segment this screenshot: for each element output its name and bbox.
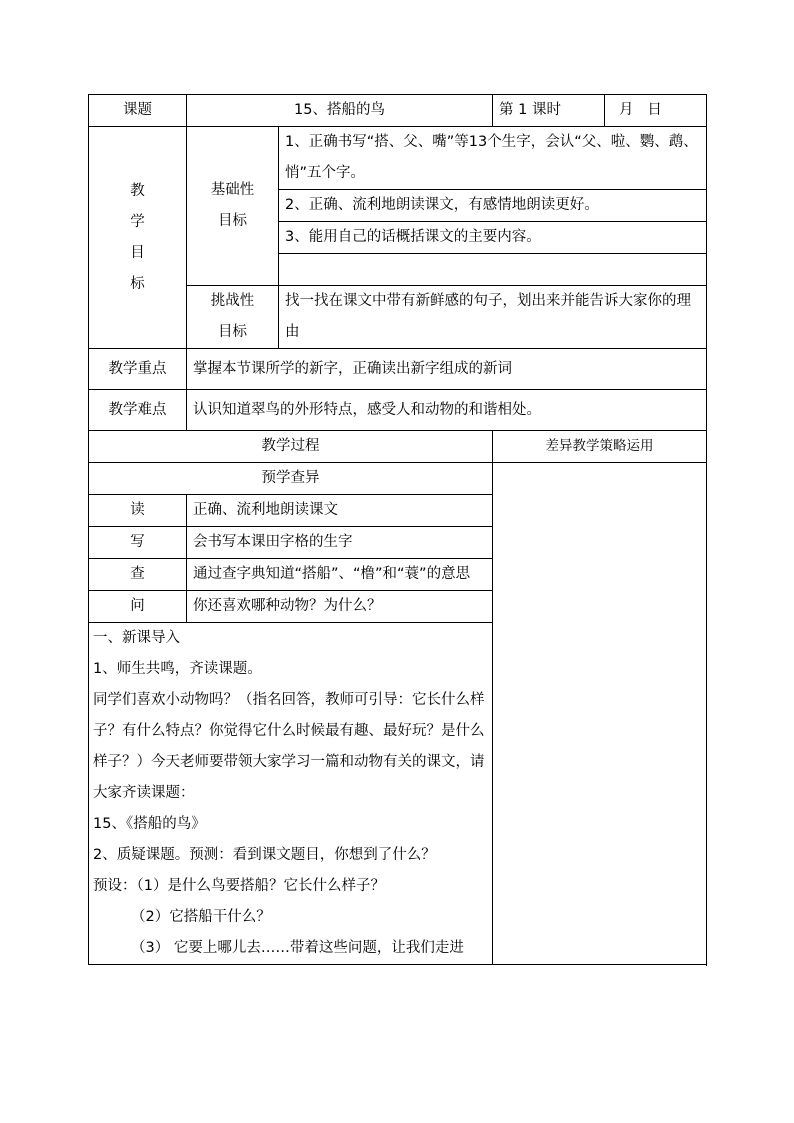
body-line: 同学们喜欢小动物吗？（指名回答，教师可引导：它长什么样子？有什么特点？你觉得它什么时候最有趣、最好玩？是什么样子？）今天老师要带领大家学习一篇和动物有关的课文，请大家齐读课题： <box>93 692 485 801</box>
lesson-plan-table <box>88 94 707 965</box>
period-cell: 第 1 课时 <box>493 95 605 127</box>
body-line: （3） 它要上哪儿去……带着这些问题，让我们走进 <box>131 940 464 956</box>
process-body <box>89 623 493 965</box>
process-header-row <box>89 431 707 463</box>
preview-text: 正确、流利地朗读课文 <box>187 495 493 527</box>
preview-text: 你还喜欢哪种动物？为什么？ <box>187 591 493 623</box>
process-header: 教学过程 <box>89 431 493 463</box>
body-line: （2）它搭船干什么？ <box>131 909 271 925</box>
difficult-points-label: 教学难点 <box>89 390 187 431</box>
preview-label: 写 <box>89 527 187 559</box>
body-line: 预设：（1）是什么鸟要搭船？它长什么样子？ <box>93 878 385 894</box>
body-line: 1、师生共鸣，齐读课题。 <box>93 661 262 677</box>
basic-goal-item: 2、正确、流利地朗读课文，有感情地朗读更好。 <box>279 190 707 222</box>
difficult-points-text: 认识知道翠鸟的外形特点，感受人和动物的和谐相处。 <box>187 390 707 431</box>
body-line: 15、《搭船的鸟》 <box>93 816 206 832</box>
basic-goal-label: 基础性 目标 <box>187 127 279 286</box>
subject-label: 课题 <box>89 95 187 127</box>
preview-text: 通过查字典知道“搭船”、“橹”和“蓑”的意思 <box>187 559 493 591</box>
challenge-goal-text: 找一找在课文中带有新鲜感的句子，划出来并能告诉大家你的理由 <box>279 286 707 349</box>
key-points-label: 教学重点 <box>89 349 187 390</box>
strategy-header: 差异教学策略运用 <box>493 431 707 463</box>
key-points-text: 掌握本节课所学的新字，正确读出新字组成的新词 <box>187 349 707 390</box>
preview-label: 问 <box>89 591 187 623</box>
basic-goal-item: 1、正确书写“搭、父、嘴”等13个生字，会认“父、啦、鹦、鹉、悄”五个字。 <box>279 127 707 190</box>
preview-text: 会书写本课田字格的生字 <box>187 527 493 559</box>
difficult-points-row <box>89 390 707 431</box>
lesson-title: 15、搭船的鸟 <box>187 95 493 127</box>
goals-side-label: 教 学 目 标 <box>89 127 187 349</box>
basic-goal-item: 3、能用自己的话概括课文的主要内容。 <box>279 222 707 254</box>
basic-goal-empty <box>279 254 707 286</box>
key-points-row <box>89 349 707 390</box>
strategy-cell <box>493 463 707 965</box>
header-row <box>89 95 707 127</box>
preview-label: 读 <box>89 495 187 527</box>
preview-header-row <box>89 463 707 495</box>
goal-row-1 <box>89 127 707 190</box>
body-line: 2、质疑课题。预测：看到课文题目，你想到了什么？ <box>93 847 436 863</box>
date-cell: 月 日 <box>605 95 707 127</box>
preview-label: 查 <box>89 559 187 591</box>
challenge-goal-label: 挑战性 目标 <box>187 286 279 349</box>
preview-header: 预学查异 <box>89 463 493 495</box>
body-line: 一、新课导入 <box>93 630 180 646</box>
